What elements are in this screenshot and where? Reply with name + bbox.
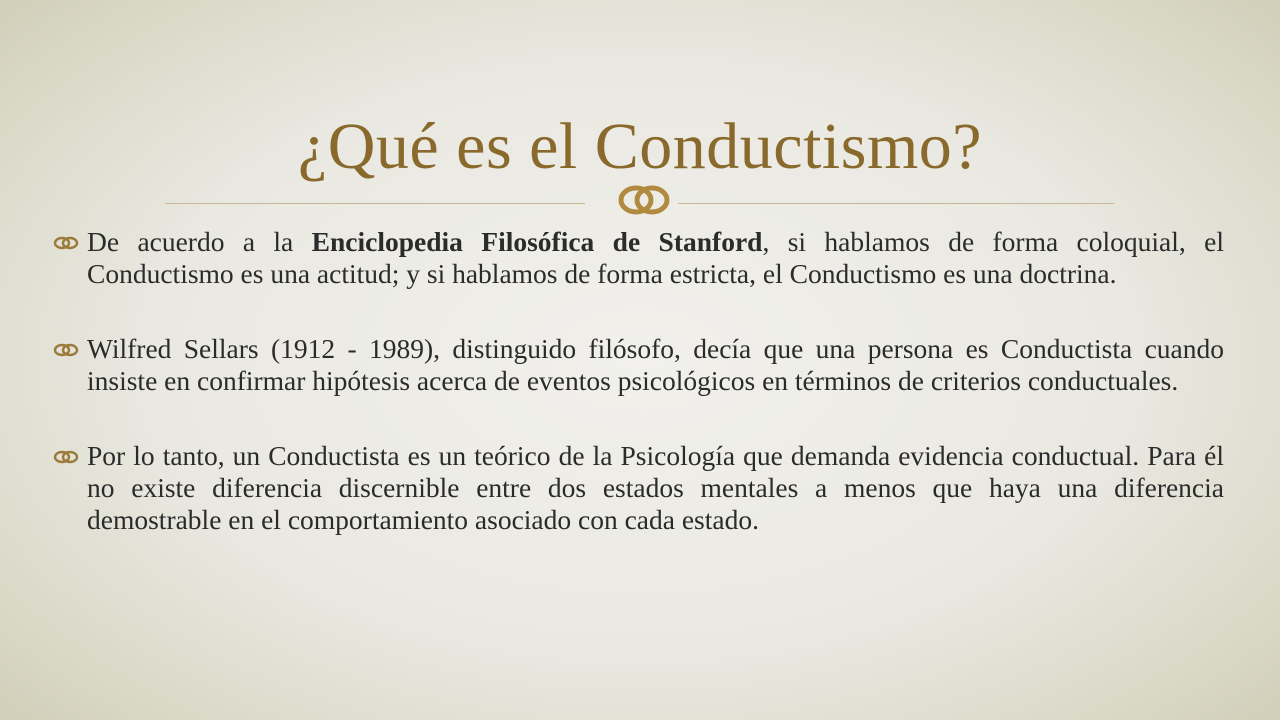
- list-item: [52, 440, 1224, 536]
- list-item: [52, 333, 1224, 397]
- double-ring-bullet-icon: [52, 449, 82, 465]
- bullet-emphasis: Enciclopedia Filosófica de Stanford: [311, 226, 763, 257]
- double-ring-bullet-icon: [52, 235, 82, 251]
- bullet-list: [52, 226, 1224, 536]
- title-divider-left: [165, 203, 585, 204]
- bullet-text-start: De acuerdo a la: [87, 226, 312, 257]
- list-item: [52, 226, 1224, 290]
- bullet-text-end: , si hablamos de forma coloquial, el Conductismo es una actitud; y si hablamos de forma estricta, el Conductismo es una doctrina.: [87, 226, 1224, 289]
- title-divider-right: [678, 203, 1114, 204]
- slide-title: ¿Qué es el Conductismo?: [297, 110, 983, 183]
- bullet-text: Por lo tanto, un Conductista es un teórico de la Psicología que demanda evidencia conductual. Para él no existe diferencia discernible entre dos estados mentales a menos que haya una diferencia demostrable en el comportamiento asociado con cada estado.: [87, 440, 1224, 535]
- interlocked-rings-ornament-icon: [614, 176, 674, 224]
- bullet-text: Wilfred Sellars (1912 - 1989), distinguido filósofo, decía que una persona es Conductista cuando insiste en confirmar hipótesis acerca de eventos psicológicos en términos de criterios conductuales.: [87, 333, 1224, 396]
- double-ring-bullet-icon: [52, 342, 82, 358]
